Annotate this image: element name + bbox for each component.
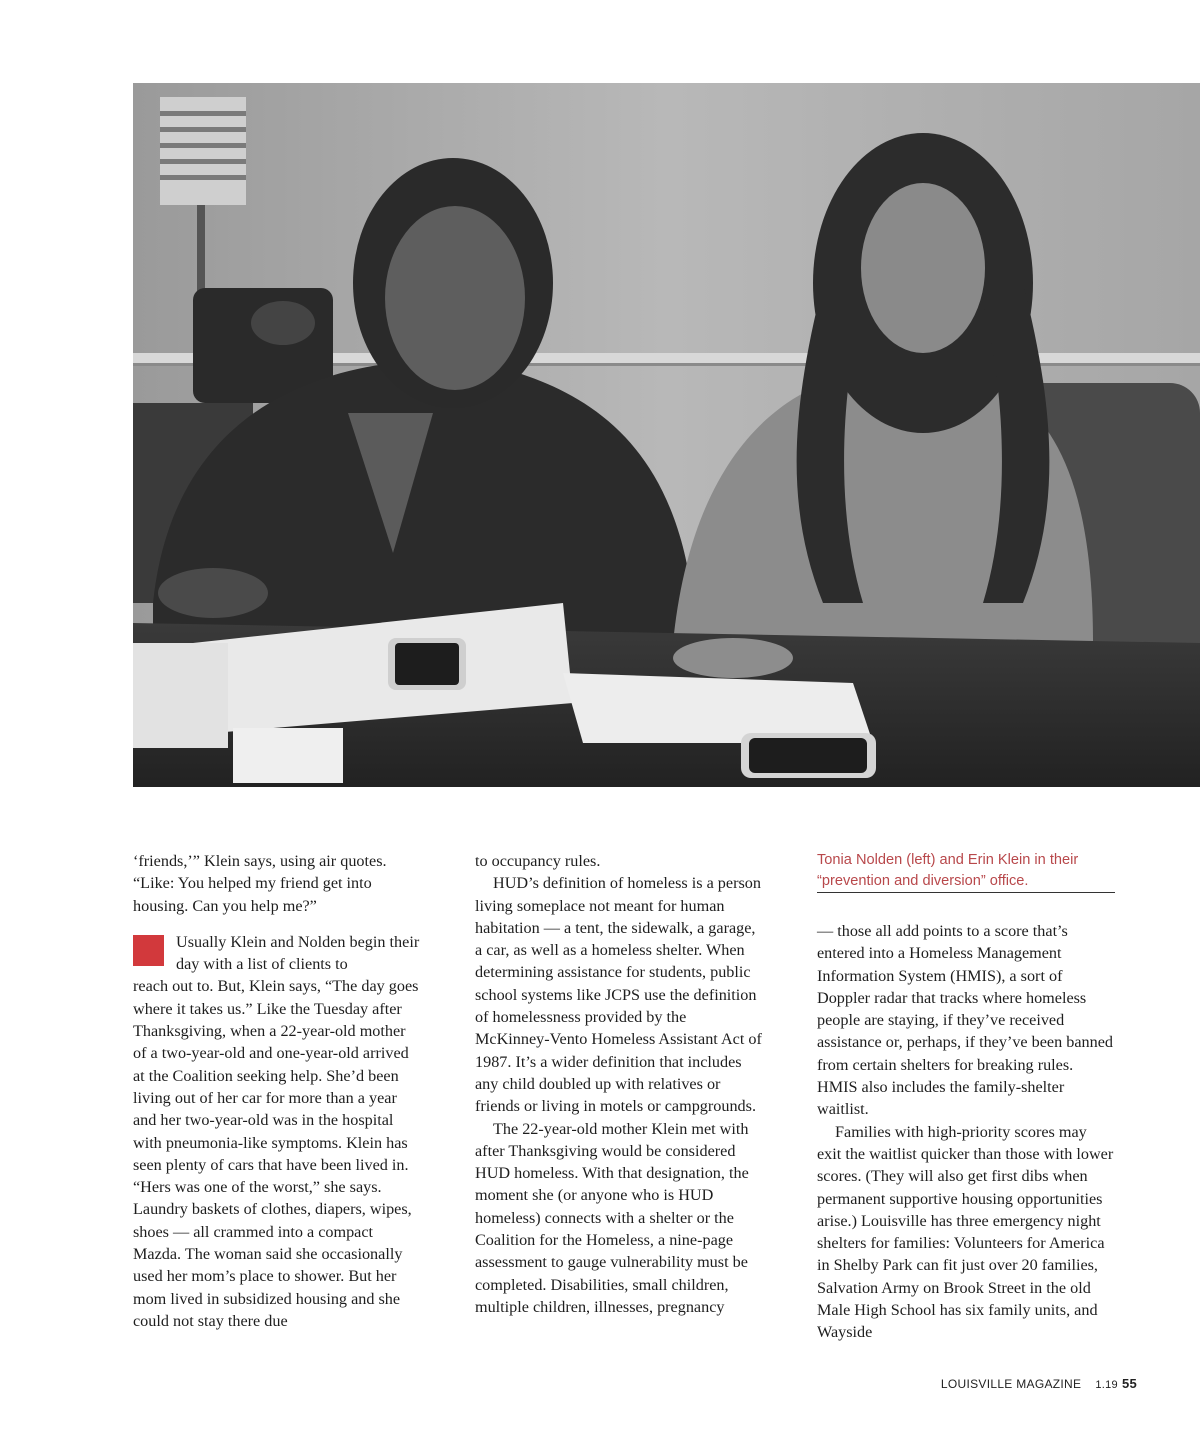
photo-caption: Tonia Nolden (left) and Erin Klein in their “prevention and diversion” office. bbox=[817, 852, 1079, 889]
col2-paragraph-1: to occupancy rules. bbox=[475, 852, 601, 870]
column-3 bbox=[817, 850, 1115, 1344]
col2-paragraph-2: HUD’s definition of homeless is a person living someplace not meant for human habitation — a tent, the sidewalk, a garage, a car, as well as a homeless shelter. When determining assistance for students, public school systems like JCPS use the definition of homelessness provided by the McKinney-Vento Homeless Assistant Act of 1987. It’s a wider definition that includes any child doubled up with relatives or friends or living in motels or campgrounds. bbox=[475, 874, 762, 1116]
col1-paragraph-2 bbox=[133, 931, 421, 976]
col2-paragraph-3: The 22-year-old mother Klein met with after Thanksgiving would be considered HUD homeless. With that designation, the moment she (or anyone who is HUD homeless) connects with a shelter or the Coalition for the Homeless, a nine-page assessment to gauge vulnerability must be completed. Disabilities, small children, multiple children, illnesses, pregnancy bbox=[475, 1119, 749, 1316]
issue-number: 1.19 bbox=[1095, 1379, 1118, 1391]
col3-paragraph-2: Families with high-priority scores may exit the waitlist quicker than those with lower scores. (They will also get first dibs when permanent supportive housing opportunities arise.) Louisville has three emergency night shelters for families: Volunteers for America in Shelby Park can fit just over 20 families, Salvation Army on Brook Street in the old Male High School has six family units, and Wayside bbox=[817, 1122, 1114, 1342]
photo-of-two-women-icon bbox=[133, 83, 1200, 787]
col1-paragraph-1: ‘friends,’” Klein says, using air quotes. “Like: You helped my friend get into housing. Can you help me?” bbox=[133, 852, 387, 915]
magazine-name: LOUISVILLE MAGAZINE bbox=[940, 1377, 1082, 1391]
column-1 bbox=[133, 850, 421, 1332]
drop-cap-square bbox=[133, 935, 164, 966]
page-number: 55 bbox=[1121, 1376, 1137, 1391]
col1-paragraph-2-lead: Usually Klein and Nolden begin their day with a list of clients to bbox=[176, 932, 420, 974]
col1-paragraph-2-rest: reach out to. But, Klein says, “The day goes where it takes us.” Like the Tuesday after Thanksgiving, when a 22-year-old mother of a two-year-old and one-year-old arrived at the Coalition seeking help. She’d been living out of her car for more than a year and her two-year-old was in the hospital with pneumonia-like symptoms. Klein has seen plenty of cars that have been lived in. “Hers was one of the worst,” she says. Laundry baskets of clothes, diapers, wipes, shoes — all crammed into a compact Mazda. The woman said she occasionally used her mom’s place to shower. But her mom lived in subsidized housing and she could not stay there due bbox=[133, 977, 419, 1330]
col3-paragraph-1: — those all add points to a score that’s entered into a Homeless Management Information System (HMIS), a sort of Doppler radar that tracks where homeless people are staying, if they’ve received assistance or, perhaps, if they’ve been banned from certain shelters for breaking rules. HMIS also includes the family-shelter waitlist. bbox=[817, 922, 1114, 1119]
caption-divider bbox=[817, 892, 1115, 893]
column-2 bbox=[475, 850, 763, 1318]
page-footer bbox=[941, 1376, 1137, 1391]
article-photo bbox=[133, 83, 1200, 787]
